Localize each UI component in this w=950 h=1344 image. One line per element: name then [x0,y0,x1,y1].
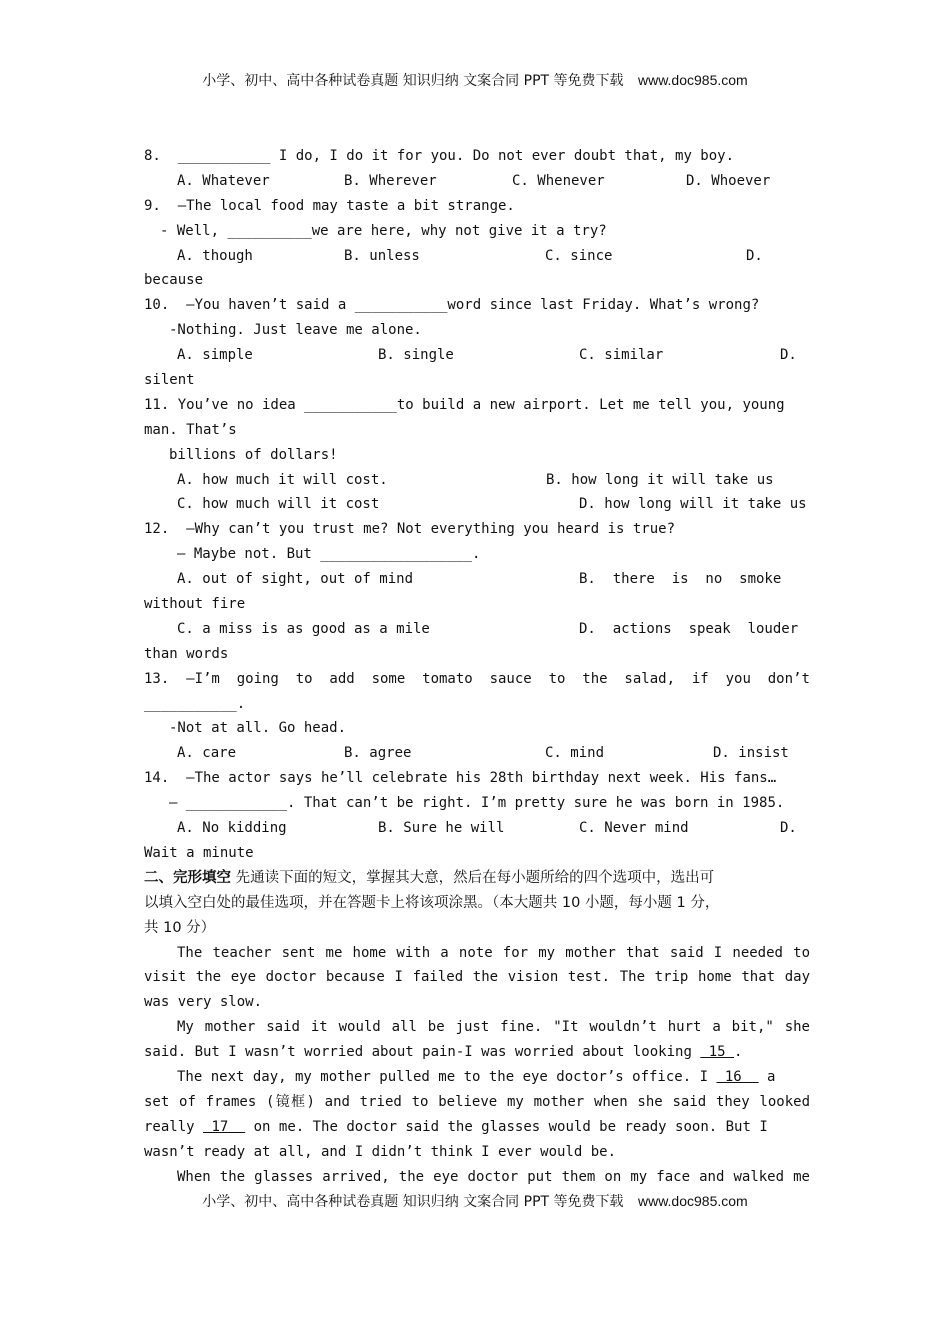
q11-stem-cont: man. That’s [144,421,237,438]
q12-options-ab [144,567,810,592]
q13-option-a[interactable]: A. care [177,745,237,762]
header-url[interactable]: www.doc985.com [637,72,748,88]
q8-option-b[interactable]: B. Wherever [344,172,437,189]
q14-option-a[interactable]: A. No kidding [177,820,287,837]
passage-p2-text: said. But I wasn’t worried about pain-I was worried about looking [144,1044,701,1061]
q12-option-b[interactable]: B. there is no smoke [579,571,782,588]
page-header [0,70,950,90]
q9-options [144,244,810,269]
q12-option-b-text[interactable]: without fire [144,596,246,613]
blank-15[interactable]: 15 [700,1044,735,1061]
section2-instr-1: 先通读下面的短文，掌握其大意，然后在每小题所给的四个选项中，选出可 [235,869,715,886]
q11-option-a[interactable]: A. how much it will cost. [177,471,388,488]
q8-option-c[interactable]: C. Whenever [512,172,605,189]
section2-instr-2: 以填入空白处的最佳选项，并在答题卡上将该项涂黑。（本大题共 10 小题，每小题 1 分， [144,894,720,911]
q12-option-d-text[interactable]: than words [144,645,229,662]
q10-option-a[interactable]: A. simple [177,347,253,364]
q13-stem-cont: ___________. [144,695,246,712]
q8-stem: 8. ___________ I do, I do it for you. Do not ever doubt that, my boy. [144,148,735,164]
q13-option-c[interactable]: C. mind [545,745,605,762]
q10-reply: -Nothing. Just leave me alone. [169,322,422,339]
q12-option-c[interactable]: C. a miss is as good as a mile [177,620,430,637]
blank-16[interactable]: 16 [716,1068,759,1085]
q13-stem: 13. –I’m going to add some tomato sauce to the salad, if you don’t [144,670,810,687]
q14-option-b[interactable]: B. Sure he will [378,820,505,837]
q13-option-b[interactable]: B. agree [344,745,412,762]
q13-option-d[interactable]: D. insist [713,745,789,762]
passage-p1-line1: The teacher sent me home with a note for my mother that said I needed to [177,944,810,961]
q13-reply: -Not at all. Go head. [169,720,347,737]
q9-option-c[interactable]: C. since [545,247,613,264]
q8-options [144,169,810,194]
q14-option-c[interactable]: C. Never mind [579,820,689,837]
q10-options [144,343,810,368]
q10-option-c[interactable]: C. similar [579,347,664,364]
q11-options-ab [144,468,810,493]
footer-text: 小学、初中、高中各种试卷真题 知识归纳 文案合同 PPT 等免费下载 [202,1194,624,1210]
q11-stem-end: billions of dollars! [169,446,338,463]
q14-option-d[interactable]: D. [780,820,797,837]
q10-stem: 10. –You haven’t said a ___________word since last Friday. What’s wrong? [144,297,760,314]
passage-p2-end: . [734,1044,743,1061]
passage-p4-line1: When the glasses arrived, the eye doctor put them on my face and walked me [177,1168,810,1185]
passage-p3-end: a [758,1068,776,1085]
q10-option-d-text[interactable]: silent [144,372,195,389]
q10-option-b[interactable]: B. single [378,347,454,364]
q12-reply: – Maybe not. But __________________. [177,546,481,563]
page-footer [0,1191,950,1211]
blank-17[interactable]: 17 [203,1118,246,1135]
header-text: 小学、初中、高中各种试卷真题 知识归纳 文案合同 PPT 等免费下载 [202,73,624,89]
q8-option-d[interactable]: D. Whoever [686,172,771,189]
q9-reply: - Well, __________we are here, why not give it a try? [160,222,607,239]
section2-instr-3: 共 10 分） [144,919,216,936]
q8-option-a[interactable]: A. Whatever [177,172,270,189]
passage-p3-line1 [144,1065,810,1090]
exam-content [144,144,810,1189]
q14-stem: 14. –The actor says he’ll celebrate his 28th birthday next week. His fans… [144,770,777,787]
q11-options-cd [144,492,810,517]
section2-title: 二、完形填空 [144,869,231,886]
q11-option-c[interactable]: C. how much will it cost [177,496,380,513]
q12-options-cd [144,617,810,642]
q9-option-a[interactable]: A. though [177,247,253,264]
section2-instructions [144,866,810,891]
footer-url[interactable]: www.doc985.com [637,1193,748,1209]
q11-option-d[interactable]: D. how long will it take us [579,496,807,513]
passage-p3-l3-text: really [144,1118,204,1135]
q14-option-d-text[interactable]: Wait a minute [144,844,254,861]
q9-stem: 9. –The local food may taste a bit strange. [144,197,515,214]
passage-p1-line2: visit the eye doctor because I failed the vision test. The trip home that day [144,969,810,986]
passage-p2-line2 [144,1040,810,1065]
passage-p3-line2: set of frames (镜框) and tried to believe my mother when she said they looked [144,1093,810,1110]
q11-option-b[interactable]: B. how long it will take us [546,471,774,488]
passage-p2-line1: My mother said it would all be just fine. "It wouldn’t hurt a bit," she [177,1019,810,1036]
q13-options [144,741,810,766]
q12-option-d[interactable]: D. actions speak louder [579,620,799,637]
q14-options [144,816,810,841]
passage-p3-line3 [144,1115,810,1140]
passage-p3-l3-end: on me. The doctor said the glasses would be ready soon. But I [245,1118,768,1135]
q12-option-a[interactable]: A. out of sight, out of mind [177,571,414,588]
q10-option-d[interactable]: D. [780,347,797,364]
passage-p3-line4: wasn’t ready at all, and I didn’t think I ever would be. [144,1143,617,1160]
q9-option-d-text[interactable]: because [144,272,204,289]
q14-reply: – ____________. That can’t be right. I’m pretty sure he was born in 1985. [169,795,785,812]
q12-stem: 12. –Why can’t you trust me? Not everything you heard is true? [144,521,676,538]
passage-p1-line3: was very slow. [144,994,263,1011]
q11-stem: 11. You’ve no idea ___________to build a new airport. Let me tell you, young [144,396,785,413]
passage-p3-text: The next day, my mother pulled me to the eye doctor’s office. I [177,1068,717,1085]
q9-option-d[interactable]: D. [746,247,763,264]
q9-option-b[interactable]: B. unless [344,247,420,264]
